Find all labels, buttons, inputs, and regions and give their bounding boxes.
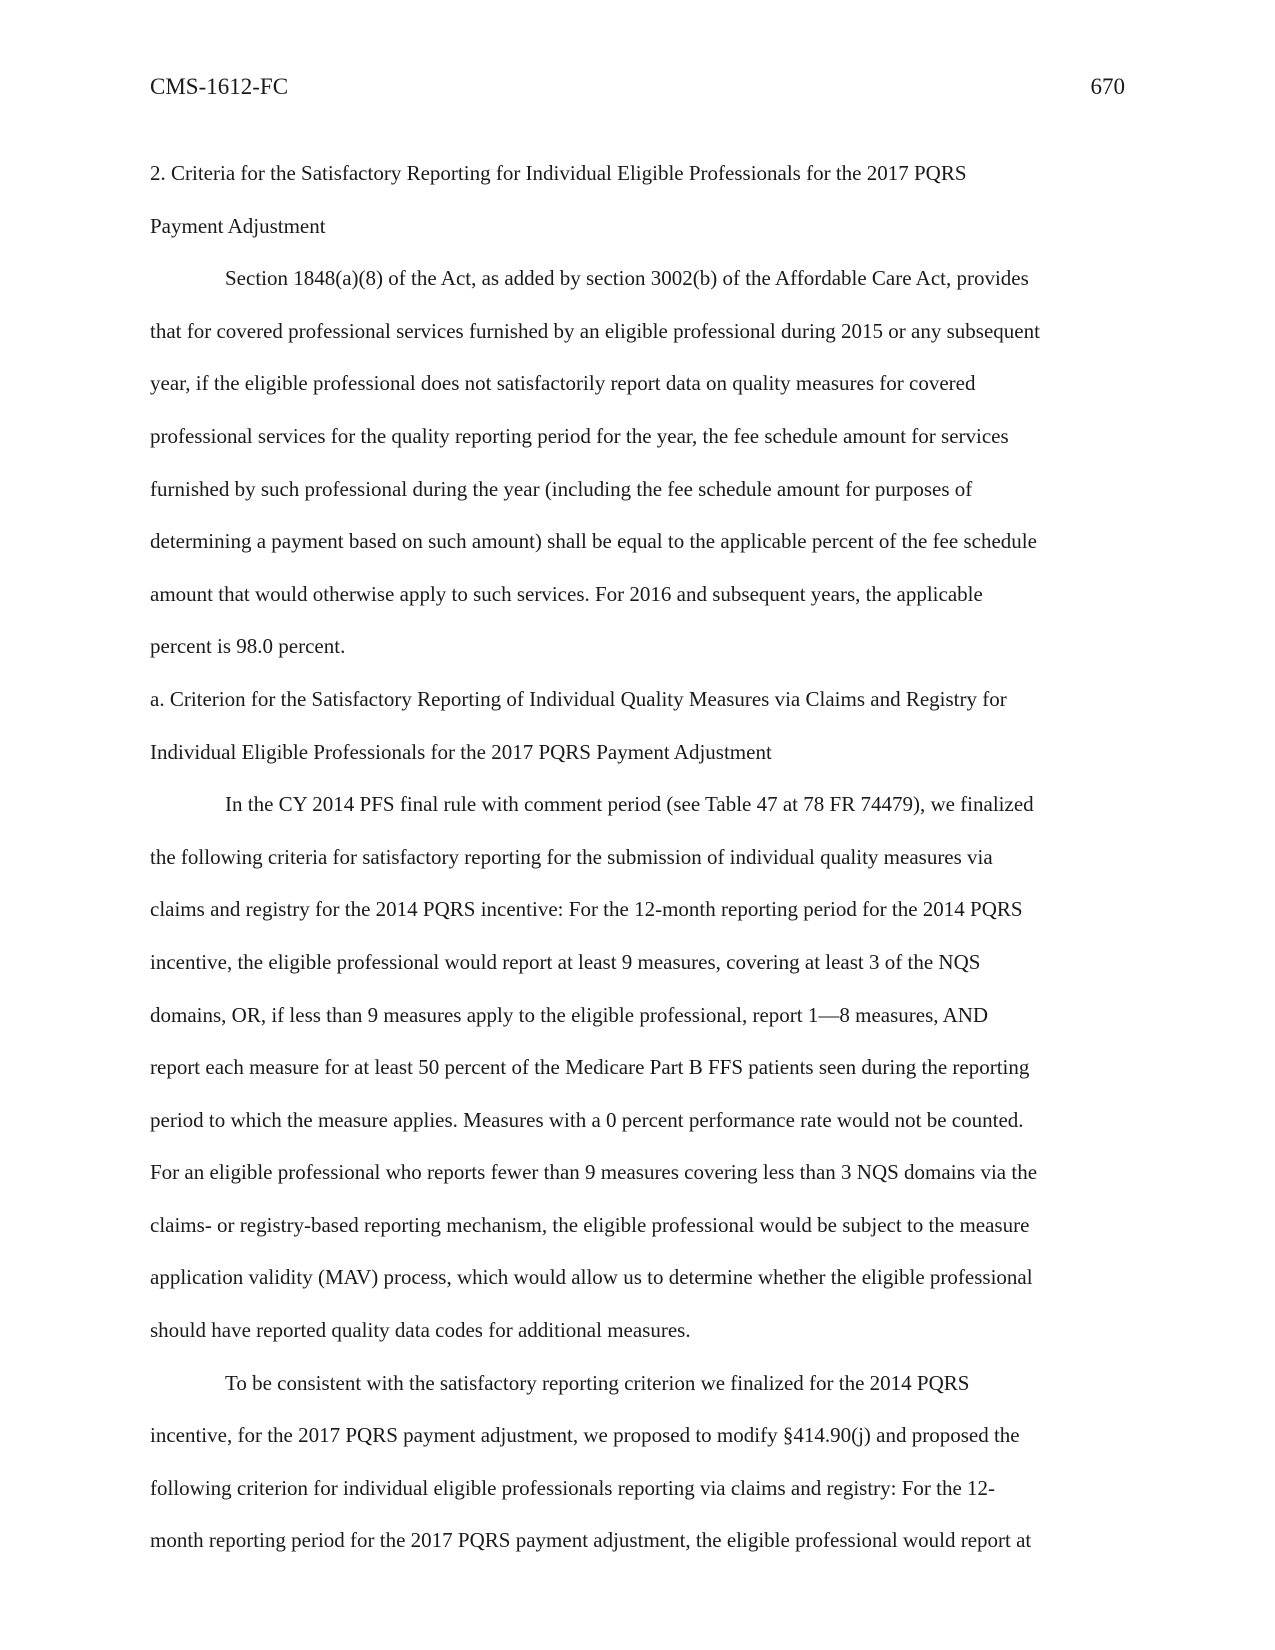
paragraph-line: report each measure for at least 50 percent of the Medicare Part B FFS patients seen during the reporting: [150, 1055, 1030, 1080]
paragraph-line: year, if the eligible professional does not satisfactorily report data on quality measures for covered: [150, 371, 976, 396]
paragraph-line: To be consistent with the satisfactory reporting criterion we finalized for the 2014 PQRS: [225, 1370, 970, 1395]
paragraph-line: percent is 98.0 percent.: [150, 634, 346, 659]
document-body: [150, 147, 1125, 1567]
paragraph-line: claims- or registry-based reporting mechanism, the eligible professional would be subject to the measure: [150, 1212, 1030, 1237]
paragraph-line: incentive, for the 2017 PQRS payment adjustment, we proposed to modify §414.90(j) and proposed the: [150, 1423, 1020, 1448]
paragraph-line: claims and registry for the 2014 PQRS incentive: For the 12-month reporting period for the 2014 PQRS: [150, 897, 1023, 922]
paragraph-line: application validity (MAV) process, which would allow us to determine whether the eligible professional: [150, 1265, 1033, 1290]
document-id: CMS-1612-FC: [150, 74, 289, 99]
paragraph-line: incentive, the eligible professional would report at least 9 measures, covering at least 3 of the NQS: [150, 949, 981, 974]
paragraph-line: that for covered professional services furnished by an eligible professional during 2015 or any subsequent: [150, 318, 1040, 343]
paragraph-line: following criterion for individual eligible professionals reporting via claims and registry: For the 12-: [150, 1475, 996, 1500]
paragraph-line: period to which the measure applies. Measures with a 0 percent performance rate would not be counted.: [150, 1107, 1024, 1132]
paragraph-line: the following criteria for satisfactory reporting for the submission of individual quality measures via: [150, 844, 993, 869]
paragraph-line: Section 1848(a)(8) of the Act, as added by section 3002(b) of the Affordable Care Act, provides: [225, 266, 1029, 291]
paragraph-line: For an eligible professional who reports fewer than 9 measures covering less than 3 NQS domains via the: [150, 1160, 1038, 1185]
paragraph-line: amount that would otherwise apply to such services. For 2016 and subsequent years, the applicable: [150, 581, 983, 606]
section-heading-line: Payment Adjustment: [150, 213, 326, 238]
subsection-heading-line: a. Criterion for the Satisfactory Reporting of Individual Quality Measures via Claims and Registry for: [150, 686, 1007, 711]
paragraph-line: furnished by such professional during the year (including the fee schedule amount for purposes of: [150, 476, 973, 501]
paragraph-line: professional services for the quality reporting period for the year, the fee schedule amount for services: [150, 423, 1009, 448]
paragraph-line: domains, OR, if less than 9 measures apply to the eligible professional, report 1—8 measures, AND: [150, 1002, 989, 1027]
page-number: 670: [1090, 74, 1125, 99]
subsection-heading-line: Individual Eligible Professionals for the 2017 PQRS Payment Adjustment: [150, 739, 772, 764]
paragraph-line: month reporting period for the 2017 PQRS payment adjustment, the eligible professional would report at: [150, 1528, 1032, 1553]
section-heading-line: 2. Criteria for the Satisfactory Reporting for Individual Eligible Professionals for the 2017 PQRS: [150, 161, 967, 185]
paragraph-line: determining a payment based on such amount) shall be equal to the applicable percent of the fee schedule: [150, 529, 1037, 554]
paragraph-line: In the CY 2014 PFS final rule with comment period (see Table 47 at 78 FR 74479), we finalized: [225, 792, 1034, 817]
paragraph-line: should have reported quality data codes for additional measures.: [150, 1318, 691, 1343]
